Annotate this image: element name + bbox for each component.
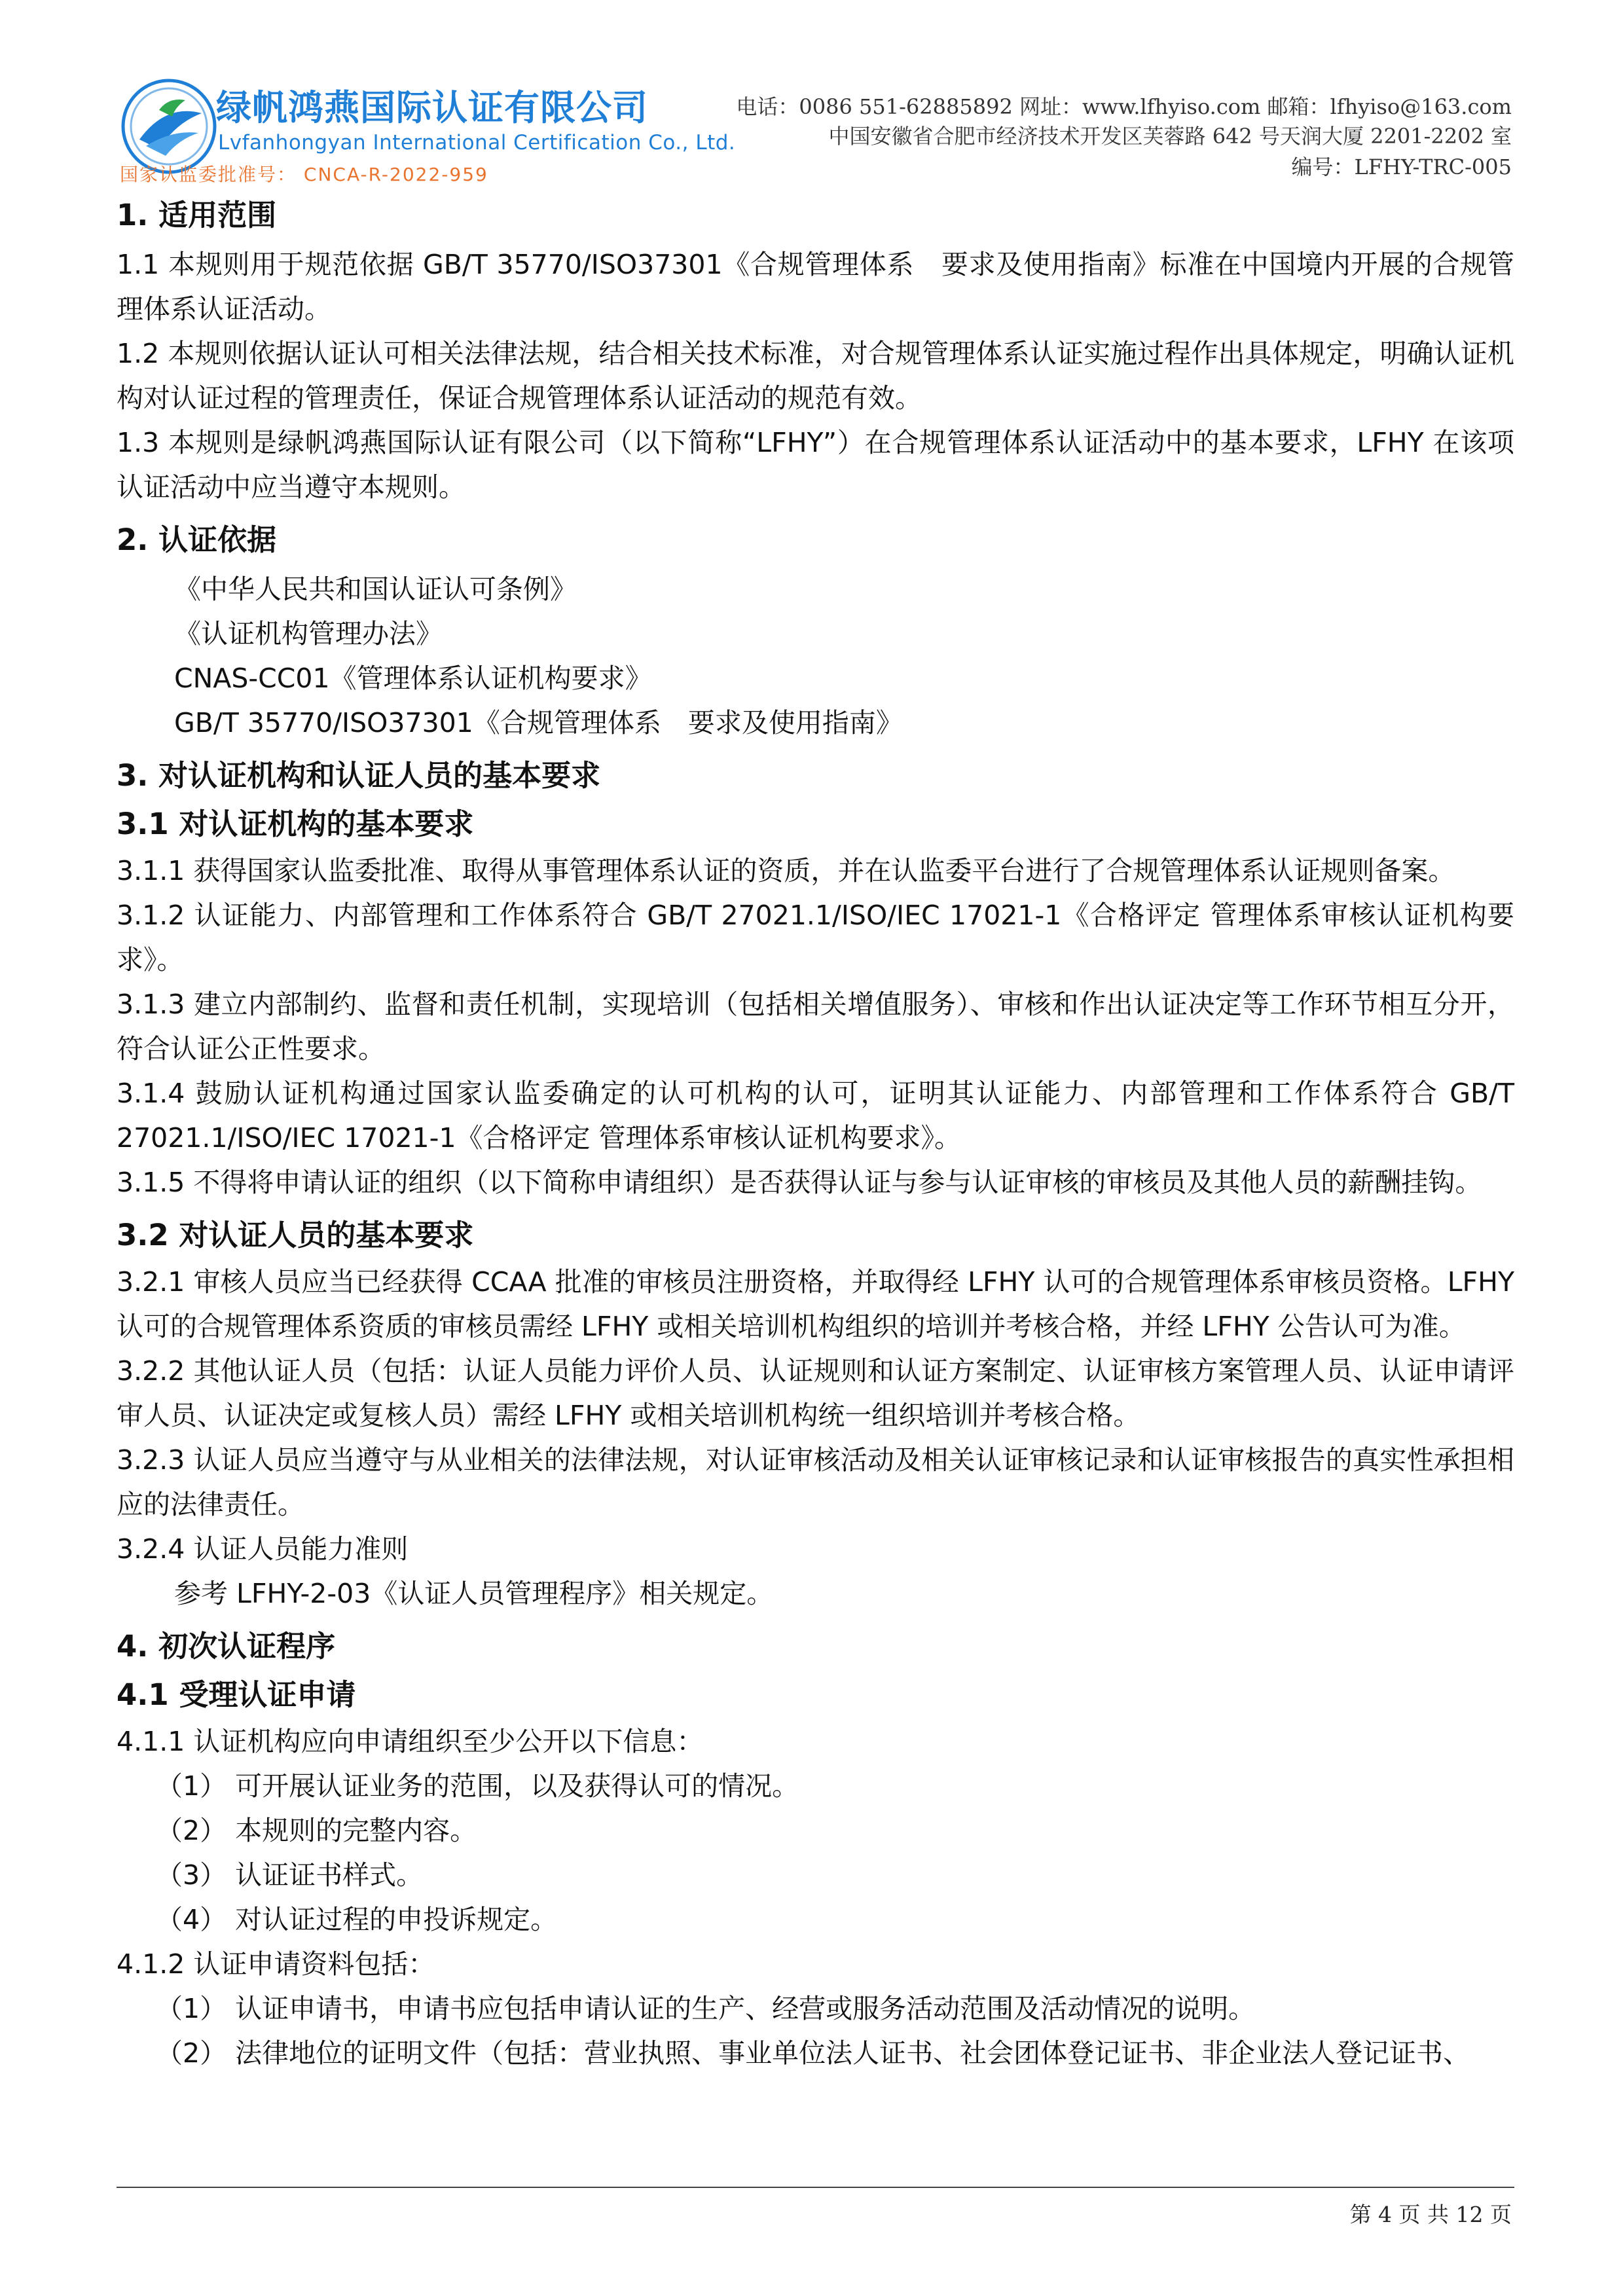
section-4-title: 4. 初次认证程序 [117,1629,336,1664]
section-2-title: 2. 认证依据 [117,522,277,557]
paragraph-3-1-3: 3.1.3 建立内部制约、监督和责任机制，实现培训（包括相关增值服务）、审核和作出认证决定等工作环节相互分开，符合认证公正性要求。 [117,989,1514,1065]
contact-info: 电话：0086 551-62885892 网址：www.lfhyiso.com 邮箱：lfhyiso@163.com [736,94,1512,119]
basis-item: 《中华人民共和国认证认可条例》 [174,574,577,605]
basis-item: 《认证机构管理办法》 [174,618,443,649]
list-item: （2） 本规则的完整内容。 [156,1815,477,1846]
list-item: （4） 对认证过程的申投诉规定。 [156,1904,558,1935]
footer-divider [117,2187,1514,2188]
basis-item: CNAS-CC01《管理体系认证机构要求》 [174,663,652,694]
section-1-title: 1. 适用范围 [117,198,277,232]
page-header [0,0,1623,190]
paragraph-4-1-2: 4.1.2 认证申请资料包括： [117,1948,435,1980]
list-item: （3） 认证证书样式。 [156,1859,424,1891]
paragraph-1-2: 1.2 本规则依据认证认可相关法律法规，结合相关技术标准，对合规管理体系认证实施过程作出具体规定，明确认证机构对认证过程的管理责任，保证合规管理体系认证活动的规范有效。 [117,338,1514,414]
section-3-1-title: 3.1 对认证机构的基本要求 [117,807,474,841]
basis-item: GB/T 35770/ISO37301《合规管理体系 要求及使用指南》 [174,707,903,738]
company-name-cn: 绿帆鸿燕国际认证有限公司 [216,87,648,128]
paragraph-3-2-3: 3.2.3 认证人员应当遵守与从业相关的法律法规，对认证审核活动及相关认证审核记录和认证审核报告的真实性承担相应的法律责任。 [117,1444,1514,1520]
paragraph-3-1-4: 3.1.4 鼓励认证机构通过国家认监委确定的认可机构的认可，证明其认证能力、内部管理和工作体系符合 GB/T 27021.1/ISO/IEC 17021-1《合格评定 管理体系审核认证机构要求》。 [117,1078,1514,1154]
section-3-2-title: 3.2 对认证人员的基本要求 [117,1218,474,1252]
paragraph-3-1-2: 3.1.2 认证能力、内部管理和工作体系符合 GB/T 27021.1/ISO/IEC 17021-1《合格评定 管理体系审核认证机构要求》。 [117,900,1514,975]
list-item: （1） 认证申请书，申请书应包括申请认证的生产、经营或服务活动范围及活动情况的说明。 [156,1993,1256,2024]
paragraph-3-1-1: 3.1.1 获得国家认监委批准、取得从事管理体系认证的资质，并在认监委平台进行了合规管理体系认证规则备案。 [117,855,1455,886]
section-3-title: 3. 对认证机构和认证人员的基本要求 [117,758,601,793]
list-item: （2） 法律地位的证明文件（包括：营业执照、事业单位法人证书、社会团体登记证书、非企业法人登记证书、 [156,2037,1470,2069]
company-name-en: Lvfanhongyan International Certification Co., Ltd. [218,131,736,155]
paragraph-3-1-5: 3.1.5 不得将申请认证的组织（以下简称申请组织）是否获得认证与参与认证审核的审核员及其他人员的薪酬挂钩。 [117,1167,1482,1198]
paragraph-1-3: 1.3 本规则是绿帆鸿燕国际认证有限公司（以下简称“LFHY”）在合规管理体系认证活动中的基本要求，LFHY 在该项认证活动中应当遵守本规则。 [117,427,1514,503]
paragraph-3-2-2: 3.2.2 其他认证人员（包括：认证人员能力评价人员、认证规则和认证方案制定、认证审核方案管理人员、认证申请评审人员、认证决定或复核人员）需经 LFHY 或相关培训机构统一组织培训并考核合格。 [117,1355,1514,1431]
company-address: 中国安徽省合肥市经济技术开发区芙蓉路 642 号天润大厦 2201-2202 室 [828,124,1512,149]
approval-number: 国家认监委批准号： CNCA-R-2022-959 [120,164,488,185]
page-number: 第 4 页 共 12 页 [1349,2202,1512,2227]
paragraph-3-2-4-text: 参考 LFHY-2-03《认证人员管理程序》相关规定。 [174,1578,774,1609]
paragraph-1-1: 1.1 本规则用于规范依据 GB/T 35770/ISO37301《合规管理体系 要求及使用指南》标准在中国境内开展的合规管理体系认证活动。 [117,249,1514,325]
list-item: （1） 可开展认证业务的范围，以及获得认可的情况。 [156,1770,799,1802]
section-4-1-title: 4.1 受理认证申请 [117,1677,356,1712]
document-number: 编号：LFHY-TRC-005 [1291,155,1512,179]
paragraph-3-2-4: 3.2.4 认证人员能力准则 [117,1533,409,1565]
paragraph-3-2-1: 3.2.1 审核人员应当已经获得 CCAA 批准的审核员注册资格，并取得经 LFHY 认可的合规管理体系审核员资格。LFHY 认可的合规管理体系资质的审核员需经 LFHY 或相关培训机构组织的培训并考核合格，并经 LFHY 公告认可为准。 [117,1266,1514,1342]
document-body [117,194,1514,2075]
paragraph-4-1-1: 4.1.1 认证机构应向申请组织至少公开以下信息： [117,1726,704,1757]
